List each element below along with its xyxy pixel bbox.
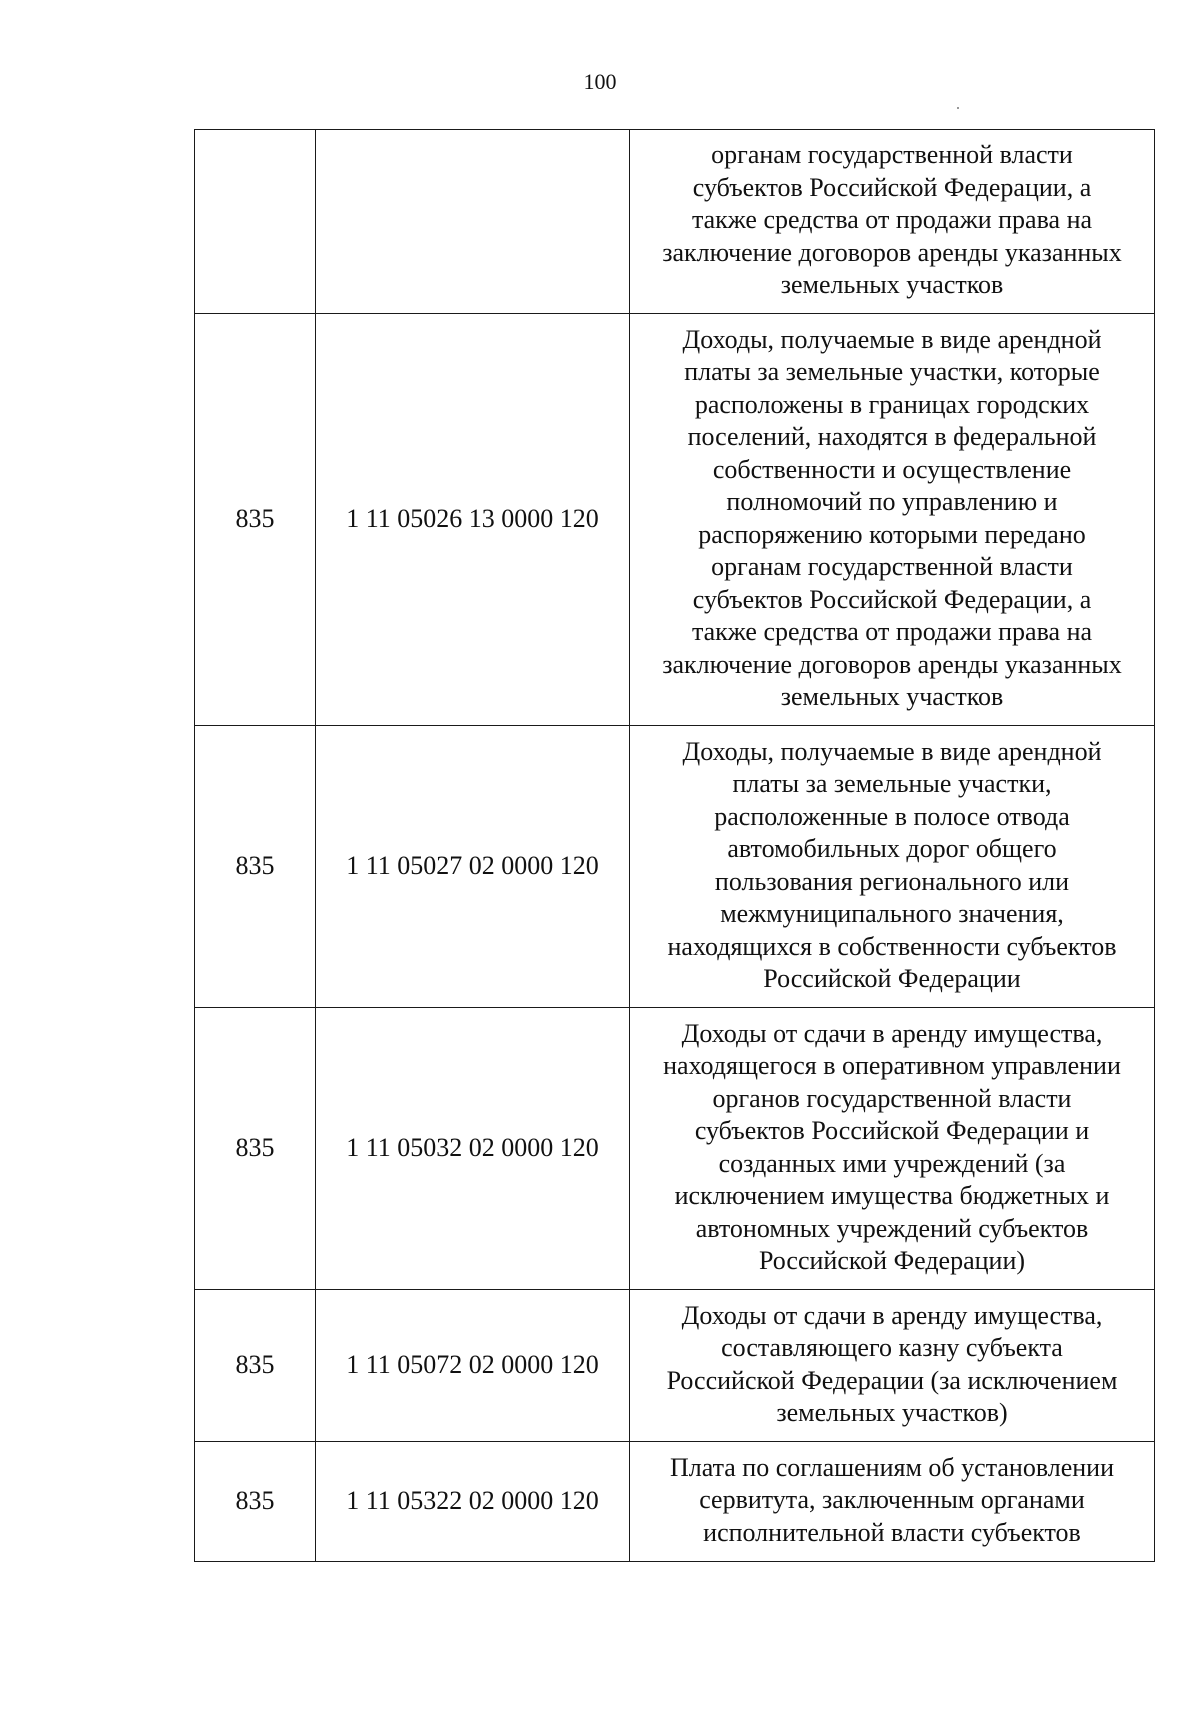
description-cell: [630, 1442, 1155, 1562]
revenue-codes-table: [194, 129, 1155, 1562]
budget-code-cell: [316, 130, 630, 314]
budget-code-cell: 1 11 05072 02 0000 120: [316, 1290, 630, 1442]
description-line: автомобильных дорог общего: [727, 834, 1057, 863]
description-line: также средства от продажи права на: [691, 205, 1093, 235]
description-line: также средства от продажи права на: [691, 617, 1093, 646]
description-line: межмуниципального значения,: [720, 899, 1064, 928]
admin-code-cell: 835: [195, 1442, 316, 1562]
description-line: расположены в границах городских: [694, 389, 1090, 419]
description-line: заключение договоров аренды указанных: [662, 649, 1122, 679]
description-line: собственности и осуществление: [712, 454, 1072, 484]
description-line: Доходы, получаемые в виде арендной: [682, 324, 1102, 354]
admin-code-cell: 835: [195, 1008, 316, 1290]
description-cell: [630, 314, 1155, 726]
page-number: 100: [583, 69, 617, 94]
description-line: исключением имущества бюджетных и: [674, 1181, 1110, 1210]
description-line: сервитута, заключенным органами: [699, 1485, 1085, 1515]
table-row: [195, 1290, 1155, 1442]
description-line: субъектов Российской Федерации, а: [692, 584, 1092, 614]
description-line: автономных учреждений субъектов: [695, 1213, 1089, 1243]
description-line: распоряжению которыми передано: [698, 519, 1086, 549]
description-line: органам государственной власти: [711, 140, 1073, 170]
table-row: [195, 726, 1155, 1008]
description-line: земельных участков): [776, 1398, 1008, 1427]
description-line: органам государственной власти: [711, 552, 1073, 581]
scan-speck: [957, 107, 959, 109]
description-line: земельных участков: [780, 270, 1004, 300]
description-line: расположенные в полосе отвода: [714, 801, 1070, 831]
description-line: Российской Федерации): [758, 1246, 1026, 1275]
description-line: заключение договоров аренды указанных: [662, 237, 1122, 267]
description-line: платы за земельные участки, которые: [684, 357, 1100, 386]
table-body: [195, 130, 1155, 1562]
description-line: платы за земельные участки,: [732, 769, 1052, 798]
description-line: находящихся в собственности субъектов: [667, 931, 1117, 961]
budget-code-cell: 1 11 05027 02 0000 120: [316, 726, 630, 1008]
table-row: [195, 314, 1155, 726]
table-row: [195, 130, 1155, 314]
description-line: составляющего казну субъекта: [721, 1333, 1063, 1362]
description-line: Доходы, получаемые в виде арендной: [682, 736, 1102, 766]
budget-code-cell: 1 11 05026 13 0000 120: [316, 314, 630, 726]
description-line: находящегося в оперативном управлении: [663, 1051, 1121, 1080]
budget-code-cell: 1 11 05032 02 0000 120: [316, 1008, 630, 1290]
admin-code-cell: [195, 130, 316, 314]
budget-code-cell: 1 11 05322 02 0000 120: [316, 1442, 630, 1562]
admin-code-cell: 835: [195, 314, 316, 726]
description-line: Доходы от сдачи в аренду имущества,: [681, 1300, 1103, 1330]
admin-code-cell: 835: [195, 726, 316, 1008]
description-line: Российской Федерации (за исключением: [666, 1365, 1118, 1395]
description-line: полномочий по управлению и: [726, 487, 1058, 516]
description-line: Доходы от сдачи в аренду имущества,: [681, 1018, 1103, 1048]
description-line: субъектов Российской Федерации и: [694, 1116, 1090, 1145]
description-cell: [630, 1008, 1155, 1290]
description-line: поселений, находятся в федеральной: [687, 422, 1097, 451]
description-line: исполнительной власти субъектов: [703, 1517, 1081, 1547]
description-cell: [630, 1290, 1155, 1442]
description-line: земельных участков: [780, 682, 1004, 711]
description-cell: [630, 130, 1155, 314]
description-line: Российской Федерации: [763, 964, 1021, 993]
description-line: созданных ими учреждений (за: [718, 1148, 1066, 1178]
description-line: органов государственной власти: [712, 1083, 1072, 1113]
table-row: [195, 1008, 1155, 1290]
admin-code-cell: 835: [195, 1290, 316, 1442]
description-line: субъектов Российской Федерации, а: [692, 172, 1092, 202]
description-line: Плата по соглашениям об установлении: [669, 1452, 1115, 1482]
description-cell: [630, 726, 1155, 1008]
description-line: пользования регионального или: [714, 866, 1070, 896]
table-row: [195, 1442, 1155, 1562]
